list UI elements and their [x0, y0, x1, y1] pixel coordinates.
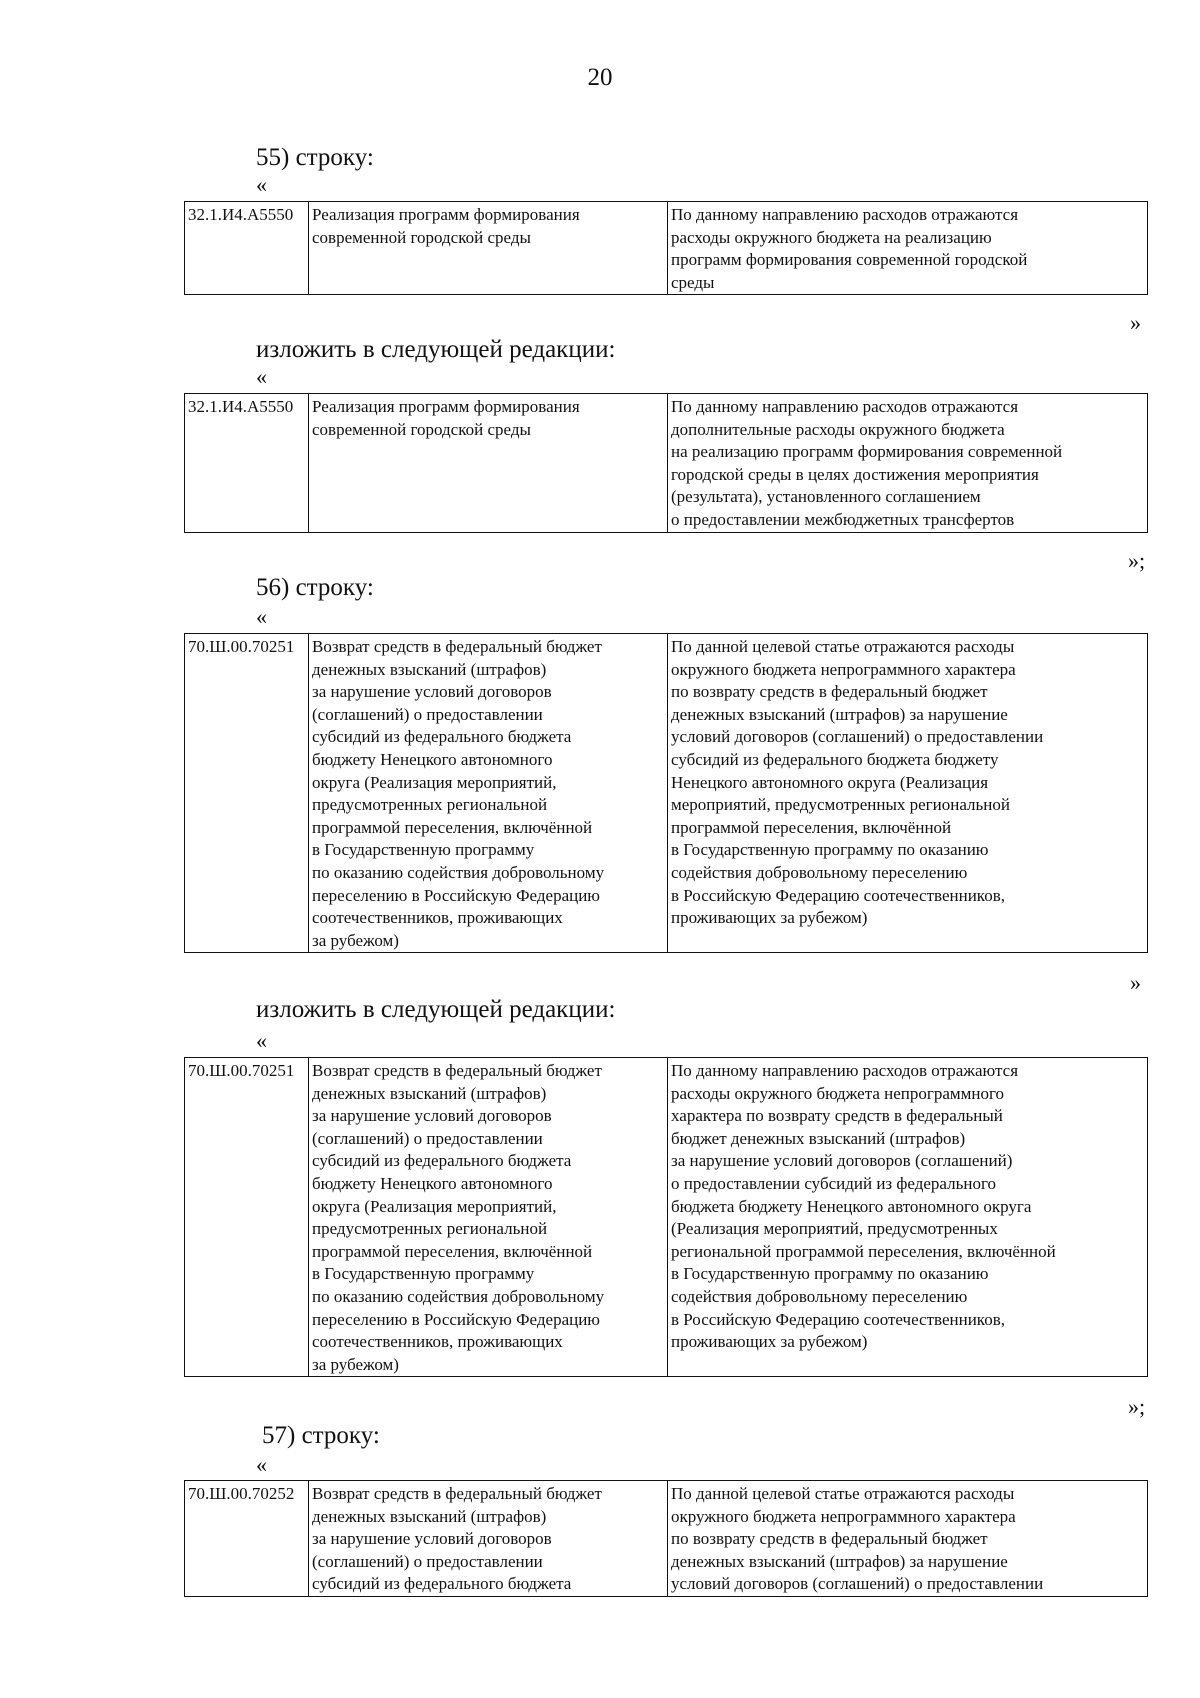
close-quote-semicolon: »; [1128, 1394, 1146, 1419]
name-cell: Возврат средств в федеральный бюджет денежных взысканий (штрафов) за нарушение условий договоров (соглашений) о предоставлении субсидий из федерального бюджета бюджету Ненецкого автономного округа (Реализация мероприятий, предусмотренных региональной программой переселения, включённой в Государственную программу по оказанию содействия добровольному переселению в Российскую Федерацию соотечественников, проживающих за рубежом) [309, 634, 668, 953]
code-cell: 32.1.И4.А5550 [185, 202, 309, 295]
section-56-heading: 56) строку: [256, 574, 374, 601]
code-cell: 70.Ш.00.70251 [185, 634, 309, 953]
description-cell: По данной целевой статье отражаются расходы окружного бюджета непрограммного характера по возврату средств в федеральный бюджет денежных взысканий (штрафов) за нарушение условий договоров (соглашений) о предоставлении [668, 1481, 1148, 1597]
section-57-heading: 57) строку: [262, 1422, 380, 1449]
name-cell: Возврат средств в федеральный бюджет денежных взысканий (штрафов) за нарушение условий договоров (соглашений) о предоставлении субсидий из федерального бюджета [309, 1481, 668, 1597]
open-quote: « [256, 1028, 267, 1053]
close-quote-semicolon: »; [1128, 548, 1146, 573]
code-cell: 70.Ш.00.70251 [185, 1058, 309, 1377]
name-cell: Реализация программ формирования современной городской среды [309, 394, 668, 533]
open-quote: « [256, 364, 267, 389]
section-56-new-row [184, 1057, 1148, 1377]
section-55-old-row [184, 201, 1148, 295]
section-55-new-row [184, 393, 1148, 533]
close-quote: » [1130, 970, 1141, 995]
section-56-old-row [184, 633, 1148, 953]
name-cell: Реализация программ формирования современной городской среды [309, 202, 668, 295]
close-quote: » [1130, 310, 1141, 335]
description-cell: По данному направлению расходов отражаются расходы окружного бюджета непрограммного характера по возврату средств в федеральный бюджет денежных взысканий (штрафов) за нарушение условий договоров (соглашений) о предоставлении субсидий из федерального бюджета бюджету Ненецкого автономного округа (Реализация мероприятий, предусмотренных региональной программой переселения, включённой в Государственную программу по оказанию содействия добровольному переселению в Российскую Федерацию соотечественников, проживающих за рубежом) [668, 1058, 1148, 1377]
section-55-heading: 55) строку: [256, 144, 374, 171]
section-55-new-heading: изложить в следующей редакции: [256, 336, 616, 363]
open-quote: « [256, 1452, 267, 1477]
description-cell: По данному направлению расходов отражаются расходы окружного бюджета на реализацию программ формирования современной городской среды [668, 202, 1148, 295]
description-cell: По данному направлению расходов отражаются дополнительные расходы окружного бюджета на реализацию программ формирования современной городской среды в целях достижения мероприятия (результата), установленного соглашением о предоставлении межбюджетных трансфертов [668, 394, 1148, 533]
name-cell: Возврат средств в федеральный бюджет денежных взысканий (штрафов) за нарушение условий договоров (соглашений) о предоставлении субсидий из федерального бюджета бюджету Ненецкого автономного округа (Реализация мероприятий, предусмотренных региональной программой переселения, включённой в Государственную программу по оказанию содействия добровольному переселению в Российскую Федерацию соотечественников, проживающих за рубежом) [309, 1058, 668, 1377]
open-quote: « [256, 604, 267, 629]
section-57-old-row [184, 1480, 1148, 1597]
code-cell: 70.Ш.00.70252 [185, 1481, 309, 1597]
description-cell: По данной целевой статье отражаются расходы окружного бюджета непрограммного характера по возврату средств в федеральный бюджет денежных взысканий (штрафов) за нарушение условий договоров (соглашений) о предоставлении субсидий из федерального бюджета бюджету Ненецкого автономного округа (Реализация мероприятий, предусмотренных региональной программой переселения, включённой в Государственную программу по оказанию содействия добровольному переселению в Российскую Федерацию соотечественников, проживающих за рубежом) [668, 634, 1148, 953]
page-number: 20 [587, 64, 613, 91]
code-cell: 32.1.И4.А5550 [185, 394, 309, 533]
open-quote: « [256, 172, 267, 197]
section-56-new-heading: изложить в следующей редакции: [256, 996, 616, 1023]
